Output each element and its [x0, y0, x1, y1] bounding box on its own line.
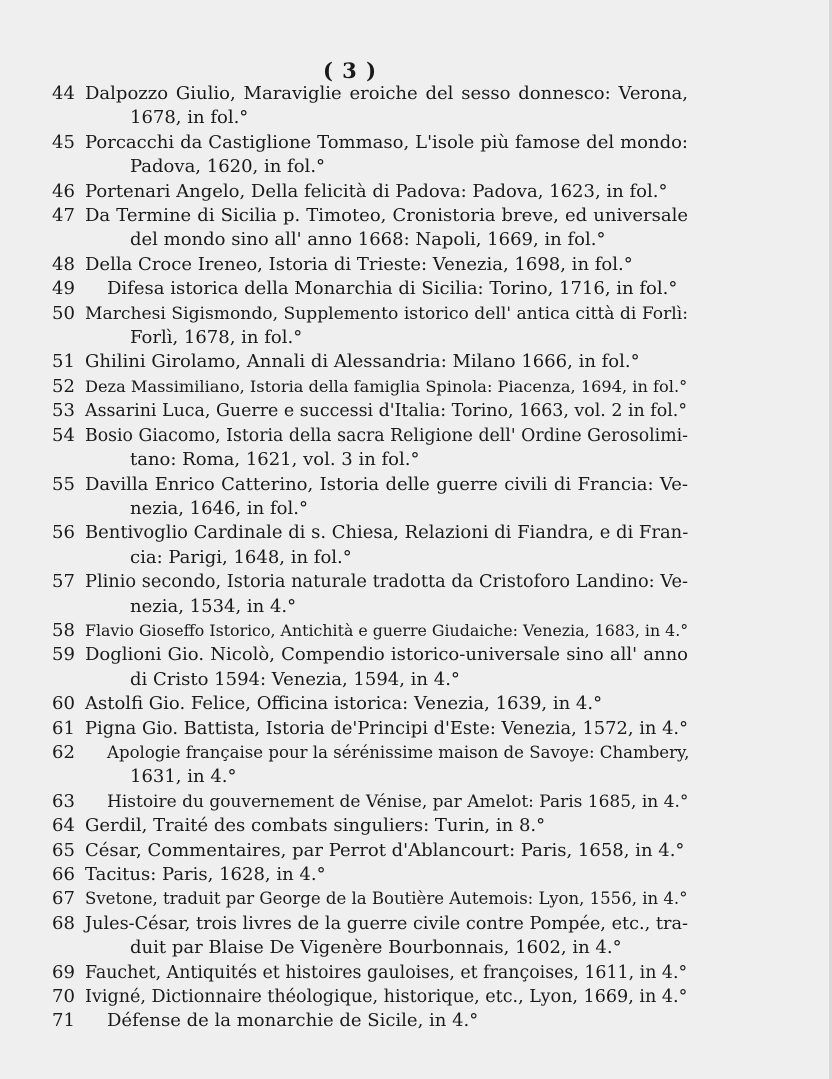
entry-line: cia: Parigi, 1648, in fol.° — [130, 546, 352, 568]
entry-line: Difesa istorica della Monarchia di Sicilia: Torino, 1716, in fol.° — [107, 278, 678, 300]
entry-number: 69 — [52, 961, 75, 983]
entry-text — [85, 863, 688, 887]
entry-line: Porcacchi da Castiglione Tommaso, L'isole più famose del mondo: — [85, 131, 688, 153]
entry-number: 53 — [52, 400, 75, 422]
catalog-entry — [52, 302, 688, 351]
entry-line: Svetone, traduit par George de la Boutière Autemois: Lyon, 1556, in 4.° — [85, 889, 688, 909]
entry-line: Flavio Gioseffo Istorico, Antichità e guerre Giudaiche: Venezia, 1683, in 4.° — [85, 620, 689, 640]
entry-line: César, Commentaires, par Perrot d'Ablancourt: Paris, 1658, in 4.° — [85, 839, 685, 861]
entry-number: 47 — [52, 205, 75, 227]
entry-number: 60 — [52, 693, 75, 715]
entry-number: 59 — [52, 644, 75, 666]
catalog-entry — [52, 643, 688, 692]
entry-number: 54 — [52, 424, 75, 446]
entry-line: Doglioni Gio. Nicolò, Compendio istorico-universale sino all' anno — [85, 644, 688, 666]
entry-line: nezia, 1534, in 4.° — [130, 595, 297, 617]
catalog-entry — [52, 350, 688, 374]
entry-line: Forlì, 1678, in fol.° — [130, 327, 303, 349]
entry-text — [85, 741, 688, 790]
catalog-entry — [52, 253, 688, 277]
entry-text — [85, 302, 688, 351]
catalog-entry — [52, 277, 688, 301]
entry-text — [85, 692, 688, 716]
catalog-entry — [52, 131, 688, 180]
entry-line: Histoire du gouvernement de Vénise, par Amelot: Paris 1685, in 4.° — [107, 791, 689, 812]
entry-text — [85, 643, 688, 692]
entry-line: di Cristo 1594: Venezia, 1594, in 4.° — [130, 668, 460, 690]
entry-line: 1678, in fol.° — [130, 107, 249, 129]
entry-text — [85, 424, 688, 473]
entry-text — [85, 180, 688, 204]
entry-line: Padova, 1620, in fol.° — [130, 156, 326, 178]
entry-text — [85, 570, 688, 619]
entry-number: 67 — [52, 888, 75, 910]
entry-number: 52 — [52, 375, 75, 397]
entry-text — [85, 790, 688, 814]
catalog-entry — [52, 521, 688, 570]
entry-line: Ghilini Girolamo, Annali di Alessandria: Milano 1666, in fol.° — [85, 351, 640, 373]
entry-line: Ivigné, Dictionnaire théologique, historique, etc., Lyon, 1669, in 4.° — [85, 987, 688, 1008]
catalog-entry — [52, 912, 688, 961]
entry-text — [85, 204, 688, 253]
entry-number: 62 — [52, 741, 75, 763]
catalog-entry — [52, 741, 688, 790]
catalog-entry — [52, 863, 688, 887]
entry-text — [85, 912, 688, 961]
entry-line: Davilla Enrico Catterino, Istoria delle guerre civili di Francia: Ve- — [85, 473, 688, 495]
entry-line: Da Termine di Sicilia p. Timoteo, Cronistoria breve, ed universale — [85, 205, 688, 227]
entry-line: Portenari Angelo, Della felicità di Padova: Padova, 1623, in fol.° — [85, 180, 668, 202]
entry-text — [85, 350, 688, 374]
entry-number: 46 — [52, 180, 75, 202]
entry-text — [85, 985, 688, 1009]
entry-number: 65 — [52, 839, 75, 861]
entry-line: 1631, in 4.° — [130, 766, 237, 788]
entry-line: Bentivoglio Cardinale di s. Chiesa, Relazioni di Fiandra, e di Fran- — [85, 522, 689, 544]
entry-text — [85, 814, 688, 838]
catalog-entry — [52, 375, 688, 399]
catalog-entry — [52, 961, 688, 985]
entry-text — [85, 399, 688, 423]
entry-number: 58 — [52, 619, 75, 641]
entry-text — [85, 375, 688, 399]
catalog-entry — [52, 814, 688, 838]
catalog-entry — [52, 985, 688, 1009]
entry-text — [85, 717, 688, 741]
entry-line: del mondo sino all' anno 1668: Napoli, 1669, in fol.° — [130, 229, 606, 251]
entry-line: Tacitus: Paris, 1628, in 4.° — [85, 864, 326, 885]
entry-line: Deza Massimiliano, Istoria della famiglia Spinola: Piacenza, 1694, in fol.° — [85, 376, 688, 396]
entry-line: Della Croce Ireneo, Istoria di Trieste: Venezia, 1698, in fol.° — [85, 253, 633, 275]
catalog-entry — [52, 619, 688, 643]
entry-text — [85, 1009, 688, 1033]
entry-line: Jules-César, trois livres de la guerre civile contre Pompée, etc., tra- — [85, 913, 688, 934]
catalog-entry — [52, 839, 688, 863]
entry-number: 61 — [52, 717, 75, 739]
entry-number: 70 — [52, 986, 75, 1008]
catalog-entry — [52, 717, 688, 741]
catalog-entry — [52, 180, 688, 204]
entry-number: 48 — [52, 253, 75, 275]
entry-text — [85, 253, 688, 277]
entry-text — [85, 473, 688, 522]
catalog-entry — [52, 399, 688, 423]
entry-number: 71 — [52, 1010, 75, 1032]
catalog-entry — [52, 82, 688, 131]
entry-text — [85, 131, 688, 180]
catalog-list — [52, 82, 688, 1034]
catalog-entry — [52, 790, 688, 814]
entry-text — [85, 887, 688, 911]
entry-line: Dalpozzo Giulio, Maraviglie eroiche del sesso donnesco: Verona, — [85, 83, 688, 104]
entry-line: Bosio Giacomo, Istoria della sacra Religione dell' Ordine Gerosolimi- — [85, 425, 688, 446]
entry-line: Marchesi Sigismondo, Supplemento istorico dell' antica città di Forlì: — [85, 303, 688, 324]
entry-number: 56 — [52, 522, 75, 544]
entry-line: Assarini Luca, Guerre e successi d'Italia: Torino, 1663, vol. 2 in fol.° — [85, 401, 688, 422]
entry-line: Astolfi Gio. Felice, Officina istorica: Venezia, 1639, in 4.° — [85, 693, 603, 715]
catalog-entry — [52, 570, 688, 619]
entry-line: Gerdil, Traité des combats singuliers: Turin, in 8.° — [85, 815, 546, 837]
entry-number: 63 — [52, 790, 75, 812]
catalog-entry — [52, 1009, 688, 1033]
entry-line: duit par Blaise De Vigenère Bourbonnais, 1602, in 4.° — [130, 937, 622, 959]
entry-line: Pigna Gio. Battista, Istoria de'Principi d'Este: Venezia, 1572, in 4.° — [85, 717, 689, 739]
entry-line: Défense de la monarchie de Sicile, in 4.° — [107, 1010, 479, 1032]
entry-number: 44 — [52, 83, 75, 104]
entry-number: 49 — [52, 278, 75, 300]
entry-number: 66 — [52, 864, 75, 885]
entry-line: nezia, 1646, in fol.° — [130, 497, 308, 519]
entry-number: 57 — [52, 571, 75, 593]
catalog-entry — [52, 204, 688, 253]
catalog-entry — [52, 424, 688, 473]
catalog-entry — [52, 887, 688, 911]
entry-line: Fauchet, Antiquités et histoires gauloises, et françoises, 1611, in 4.° — [85, 962, 688, 983]
catalog-entry — [52, 692, 688, 716]
entry-number: 68 — [52, 912, 75, 934]
catalog-entry — [52, 473, 688, 522]
entry-text — [85, 839, 688, 863]
entry-number: 50 — [52, 302, 75, 324]
entry-number: 64 — [52, 815, 75, 837]
entry-number: 55 — [52, 473, 75, 495]
entry-number: 51 — [52, 351, 75, 373]
page-number: ( 3 ) — [322, 58, 378, 83]
entry-line: tano: Roma, 1621, vol. 3 in fol.° — [130, 449, 420, 471]
entry-text — [85, 277, 688, 301]
entry-text — [85, 521, 688, 570]
entry-text — [85, 619, 688, 643]
entry-number: 45 — [52, 131, 75, 153]
entry-text — [85, 82, 688, 131]
entry-text — [85, 961, 688, 985]
entry-line: Plinio secondo, Istoria naturale tradotta da Cristoforo Landino: Ve- — [85, 572, 688, 593]
entry-line: Apologie française pour la sérénissime maison de Savoye: Chambery, — [107, 742, 690, 762]
